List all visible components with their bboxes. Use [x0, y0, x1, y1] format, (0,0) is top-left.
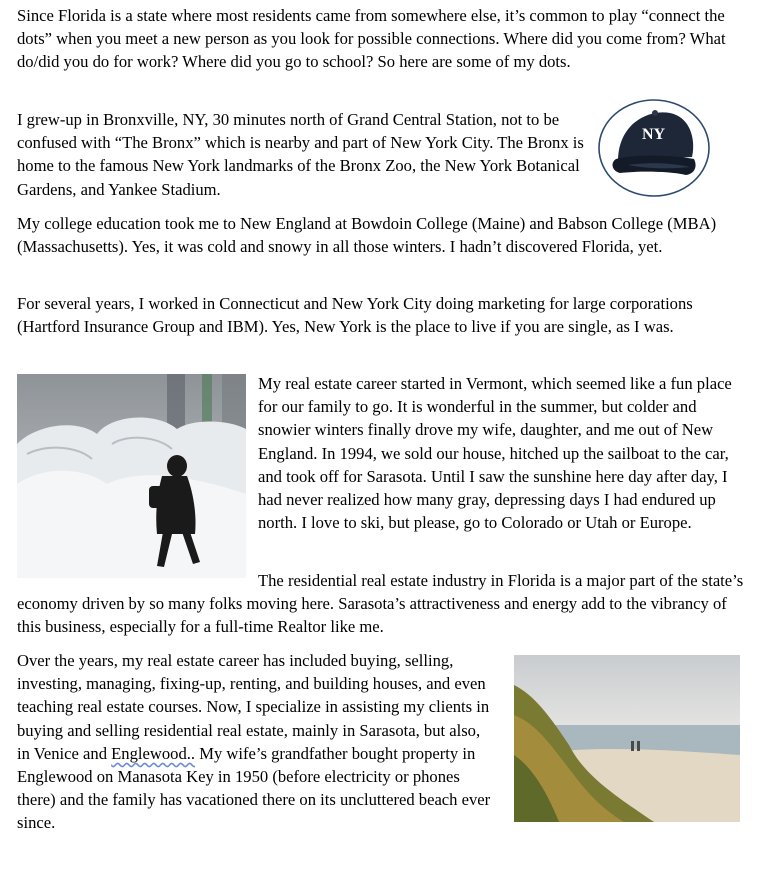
beach-photo-icon [514, 655, 740, 822]
paragraph-intro: Since Florida is a state where most residents came from somewhere else, it’s common to play “connect the dots” when you meet a new person as you look for possible connections. Where did you come from? What do/did you do for work? Where did you go to school? So here are some of my dots. [17, 6, 726, 72]
paragraph-career-summary [17, 649, 497, 835]
paragraph-bronxville: I grew-up in Bronxville, NY, 30 minutes north of Grand Central Station, not to be confused with “The Bronx” which is nearby and part of New York City. The Bronx is home to the famous New York landmarks of the Bronx Zoo, the New York Botanical Gardens, and Yankee Stadium. [17, 110, 584, 199]
paragraph-college: My college education took me to New England at Bowdoin College (Maine) and Babson College (MBA) (Massachusetts). Yes, it was cold and snowy in all those winters. I hadn’t discovered Florida, yet. [17, 214, 717, 257]
svg-text:NY: NY [642, 126, 666, 143]
paragraph-family-text: My wife’s grandfather bought property in Englewood on Manasota Key in 1950 (before electricity or phones there) and the family has vacationed there on its uncluttered beach ever since. [17, 743, 491, 833]
yankees-cap-icon [598, 99, 711, 197]
paragraph-career-text: Over the years, my real estate career has included buying, selling, investing, managing, fixing-up, renting, and building houses, and even teaching real estate courses. Now, I specialize in assisting my clients in buying and selling residential real estate, mainly in Sarasota, but also, in Venice and [17, 651, 490, 763]
paragraph-vermont: My real estate career started in Vermont, which seemed like a fun place for our family to go. It is wonderful in the summer, but colder and snowier winters finally drove my wife, daughter, and me out of New England. In 1994, we sold our house, hitched up the sailboat to the car, and took off for Sarasota. Until I saw the sunshine here day after day, I had never realized how many gray, depressing days I had endured up north. I love to ski, but please, go to Colorado or Utah or Europe. [258, 374, 732, 533]
paragraph-career-ny: For several years, I worked in Connecticut and New York City doing marketing for large corporations (Hartford Insurance Group and IBM). Yes, New York is the place to live if you are single, as I was. [17, 294, 693, 337]
englewood-link[interactable]: Englewood.. [111, 743, 196, 763]
paragraph-industry-text: The residential real estate industry in Florida is a major part of the state’s economy driven by so many folks moving here. Sarasota’s attractiveness and energy add to the vibrancy of this business, especially for a full-time Realtor like me. [17, 571, 744, 637]
snowstorm-photo-icon [17, 374, 246, 578]
